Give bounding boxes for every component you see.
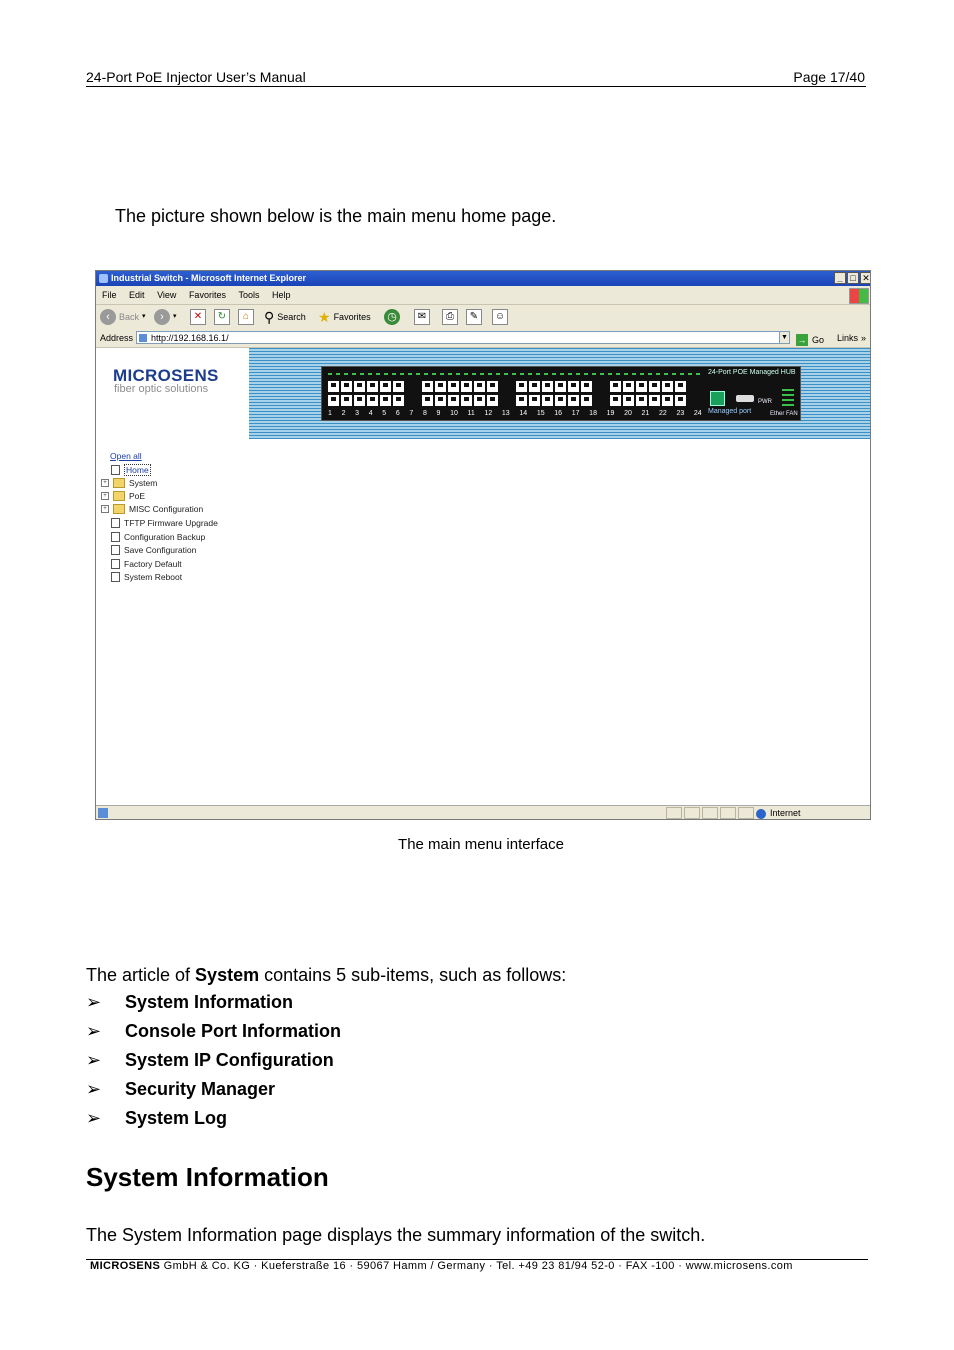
port-number: 16: [554, 410, 563, 417]
arrow-bullet-icon: ➢: [86, 1050, 102, 1070]
search-button[interactable]: [264, 308, 306, 326]
browser-screenshot: [95, 270, 871, 820]
port-number: 20: [624, 410, 632, 417]
links-button[interactable]: Links: [837, 333, 859, 343]
expand-icon[interactable]: +: [101, 479, 109, 487]
managed-port-icon[interactable]: [710, 391, 725, 406]
port-number: 18: [589, 410, 597, 417]
mail-icon[interactable]: ✉: [414, 309, 430, 325]
port-number: 10: [450, 410, 458, 417]
arrow-bullet-icon: ➢: [86, 1079, 102, 1099]
page-icon: [139, 334, 147, 342]
figure-caption: The main menu interface: [398, 836, 564, 853]
browser-title: Industrial Switch - Microsoft Internet Explorer: [111, 273, 307, 283]
expand-icon[interactable]: +: [101, 505, 109, 513]
port-number: 12: [484, 410, 493, 417]
tree-item-label: Configuration Backup: [124, 532, 206, 542]
security-zone: [756, 806, 801, 820]
port-number: 11: [467, 410, 475, 417]
logo-pane: [96, 348, 249, 439]
arrow-bullet-icon: ➢: [86, 992, 102, 1012]
open-all-link[interactable]: Open all: [110, 451, 142, 461]
tree-item-home[interactable]: [111, 464, 151, 476]
arrow-bullet-icon: ➢: [86, 1021, 102, 1041]
status-leds: [782, 389, 794, 409]
tree-item-label: Save Configuration: [124, 545, 197, 555]
page-icon: [111, 572, 120, 582]
header-rule: [86, 86, 866, 87]
page-icon: [111, 532, 120, 542]
port-number: 8: [422, 410, 427, 417]
address-input[interactable]: [136, 331, 788, 344]
windows-logo-icon: [849, 288, 869, 304]
port-number: 2: [341, 410, 346, 417]
ports-bottom-group-1: [328, 395, 404, 406]
ports-bottom-group-4: [610, 395, 686, 406]
tree-item-poe[interactable]: [101, 491, 145, 501]
address-bar: [96, 329, 871, 348]
page-icon: [111, 559, 120, 569]
forward-dropdown-icon: ▾: [173, 313, 177, 320]
port-number: 4: [368, 410, 373, 417]
tree-item-label: Home: [126, 465, 149, 475]
back-arrow-icon: ‹: [100, 309, 116, 325]
go-button[interactable]: [796, 331, 824, 349]
arrow-bullet-icon: ➢: [86, 1108, 102, 1128]
edit-icon[interactable]: ✎: [466, 309, 482, 325]
port-led-row: [328, 373, 702, 375]
browser-toolbar: [96, 305, 871, 330]
page-footer: MICROSENS GmbH & Co. KG · Kueferstraße 16 · 59067 Hamm / Germany · Tel. +49 23 81/94 52-0 · FAX -100 · www.microsens.com: [90, 1260, 793, 1272]
tree-item-save-configuration[interactable]: [111, 545, 196, 555]
browser-title-bar: [96, 271, 871, 286]
minimize-button[interactable]: _: [834, 272, 846, 284]
ie-icon: [99, 274, 108, 283]
port-number: 7: [409, 410, 414, 417]
port-number: 24: [693, 410, 702, 417]
search-label: Search: [277, 312, 306, 322]
ports-top-group-4: [610, 381, 686, 392]
folder-icon: [113, 491, 125, 501]
ports-bottom-group-2: [422, 395, 498, 406]
ports-bottom-group-3: [516, 395, 592, 406]
port-number: 17: [571, 410, 580, 417]
messenger-icon[interactable]: ☺: [492, 309, 508, 325]
tree-item-factory-default[interactable]: [111, 559, 182, 569]
port-number: 23: [676, 410, 685, 417]
folder-icon: [113, 504, 125, 514]
menu-view[interactable]: View: [157, 290, 177, 300]
search-icon: ⚲: [264, 309, 275, 325]
port-number: 6: [395, 410, 400, 417]
tree-item-tftp-firmware-upgrade[interactable]: [111, 518, 218, 528]
forward-button[interactable]: [154, 308, 177, 326]
tree-item-configuration-backup[interactable]: [111, 532, 205, 542]
port-number: 13: [501, 410, 510, 417]
menu-help[interactable]: Help: [272, 290, 291, 300]
section-heading: System Information: [86, 1162, 329, 1192]
menu-tools[interactable]: Tools: [238, 290, 260, 300]
forward-arrow-icon: ›: [154, 309, 170, 325]
console-port-icon: [736, 395, 754, 402]
tree-item-label: PoE: [129, 491, 146, 501]
port-number: 9: [436, 410, 441, 417]
address-value: http://192.168.16.1/: [151, 333, 229, 343]
address-label: Address: [100, 333, 134, 343]
menu-favorites[interactable]: Favorites: [188, 290, 226, 300]
tree-item-label: Factory Default: [124, 559, 182, 569]
port-number: 19: [606, 410, 615, 417]
favorites-star-icon: ★: [318, 309, 331, 325]
page-icon: [111, 518, 120, 528]
port-number: 21: [641, 410, 650, 417]
pwr-label: PWR: [758, 399, 772, 405]
managed-port-label: Managed port: [708, 408, 752, 415]
close-button[interactable]: ✕: [860, 272, 871, 284]
logo-tagline: fiber optic solutions: [114, 383, 209, 395]
menu-file[interactable]: File: [102, 290, 117, 300]
tree-item-system[interactable]: [101, 478, 157, 488]
port-number: 3: [355, 410, 360, 417]
menu-bar: [96, 286, 871, 305]
ports-top-group-3: [516, 381, 592, 392]
home-icon[interactable]: ⌂: [238, 309, 254, 325]
switch-model-label: 24-Port POE Managed HUB: [708, 369, 796, 376]
port-number: 14: [519, 410, 528, 417]
address-dropdown-icon[interactable]: ▼: [779, 331, 790, 344]
refresh-icon[interactable]: ↻: [214, 309, 230, 325]
tree-item-label: TFTP Firmware Upgrade: [124, 518, 218, 528]
section-paragraph: The System Information page displays the summary information of the switch.: [86, 1225, 706, 1245]
menu-edit[interactable]: Edit: [129, 290, 145, 300]
page-number: Page 17/40: [793, 69, 865, 85]
ports-top-group-2: [422, 381, 498, 392]
port-number: 1: [328, 410, 332, 417]
page-icon: [111, 465, 120, 475]
system-intro-paragraph: The article of System contains 5 sub-items, such as follows:: [86, 965, 567, 985]
tree-item-misc-configuration[interactable]: [101, 504, 203, 514]
favorites-button[interactable]: [318, 308, 371, 326]
document-header-title: 24-Port PoE Injector User’s Manual: [86, 69, 306, 85]
zone-label: Internet: [770, 808, 801, 818]
port-number: 5: [382, 410, 387, 417]
port-number-row: [328, 410, 702, 417]
page-status-icon: [98, 808, 108, 818]
tree-open-all[interactable]: [110, 451, 142, 461]
folder-icon: [113, 478, 125, 488]
switch-front-panel: [321, 366, 801, 421]
back-button[interactable]: [100, 308, 146, 326]
switch-banner: [249, 348, 871, 439]
tree-item-label: System Reboot: [124, 572, 183, 582]
globe-icon: [756, 809, 766, 819]
go-label: Go: [812, 335, 825, 345]
stop-icon[interactable]: ✕: [190, 309, 206, 325]
expand-icon[interactable]: +: [101, 492, 109, 500]
intro-text: The picture shown below is the main menu home page.: [115, 206, 557, 226]
favorites-label: Favorites: [333, 312, 371, 322]
history-icon[interactable]: ◷: [384, 309, 400, 325]
microsens-logo: MICROSENS: [113, 366, 219, 385]
maximize-button[interactable]: □: [847, 272, 859, 284]
chevron-right-icon[interactable]: »: [861, 333, 867, 343]
tree-item-label: MISC Configuration: [129, 504, 204, 514]
tree-item-label: System: [129, 478, 158, 488]
status-bar: [96, 805, 871, 820]
ports-top-group-1: [328, 381, 404, 392]
go-arrow-icon: →: [797, 335, 807, 345]
ether-fan-label: Ether FAN: [770, 411, 798, 417]
web-content: [96, 348, 871, 805]
port-number: 15: [536, 410, 545, 417]
print-icon[interactable]: ⎙: [442, 309, 458, 325]
page-icon: [111, 545, 120, 555]
tree-item-system-reboot[interactable]: [111, 572, 182, 582]
back-dropdown-icon: ▾: [142, 313, 146, 320]
back-label: Back: [119, 312, 140, 322]
port-number: 22: [658, 410, 667, 417]
